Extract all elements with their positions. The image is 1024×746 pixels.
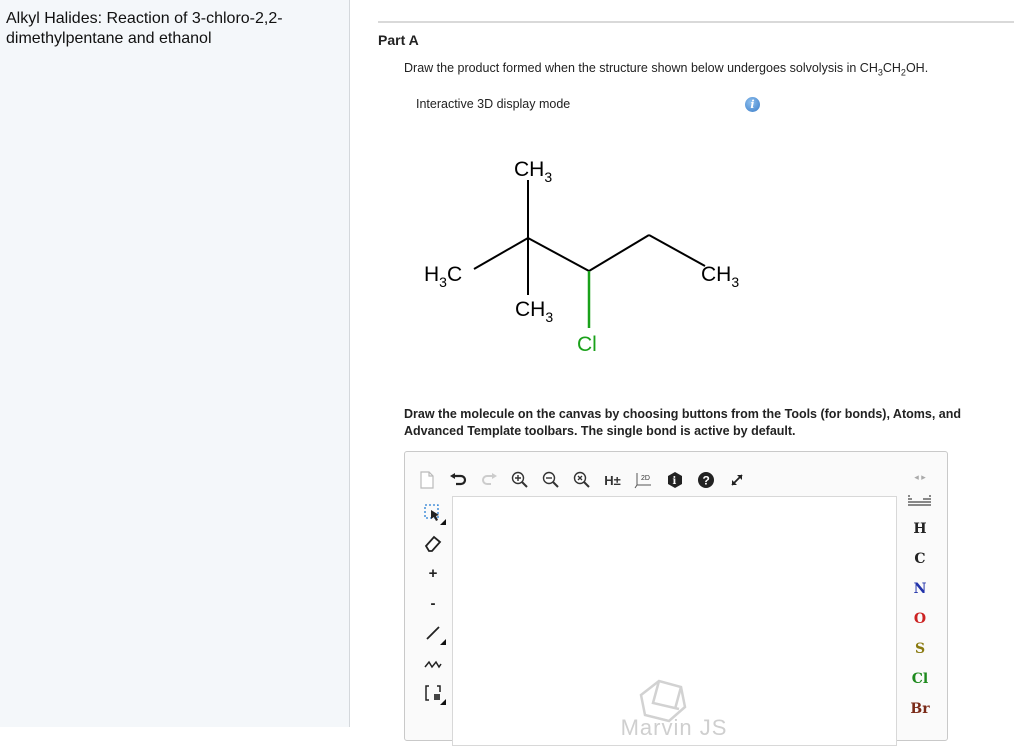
atom-toolbar-scroll-arrows[interactable]: ◂ ▸ xyxy=(914,472,926,482)
atom-button-cl[interactable]: Cl xyxy=(911,671,929,687)
zoom-out-icon xyxy=(542,471,560,489)
view-2d-3d-button[interactable] xyxy=(632,468,655,492)
atom-list xyxy=(901,514,939,724)
part-label: Part A xyxy=(378,32,419,48)
sidebar xyxy=(0,0,350,727)
atom-label-left-methyl: $H_3C$ xyxy=(424,263,463,290)
undo-icon xyxy=(449,472,467,488)
instructions: Draw the molecule on the canvas by choosing buttons from the Tools (for bonds), Atoms, and Advanced Template toolbars. The single bond is active by default. xyxy=(404,407,961,438)
eraser-icon xyxy=(423,533,443,553)
divider xyxy=(378,21,1014,23)
svg-text:?: ? xyxy=(702,473,710,488)
selection-tool-button[interactable] xyxy=(419,498,447,528)
marvin-editor xyxy=(404,451,948,741)
periodic-table-icon xyxy=(907,494,933,508)
svg-text:2D: 2D xyxy=(640,475,650,482)
svg-text:i: i xyxy=(672,476,676,487)
page-title: Alkyl Halides: Reaction of 3-chloro-2,2-dimethylpentane and ethanol xyxy=(6,10,283,47)
help-button[interactable] xyxy=(694,468,717,492)
hydrogen-toggle-button[interactable]: H± xyxy=(604,472,621,488)
right-toolbar xyxy=(901,472,939,724)
bond-quaternary-ch xyxy=(528,238,589,271)
atom-label-bottom-methyl: $CH_3$ xyxy=(515,298,554,325)
left-toolbar xyxy=(419,498,449,708)
bond-ch-ch2 xyxy=(589,235,649,271)
drawing-canvas[interactable] xyxy=(452,496,897,746)
marvin-watermark: Marvin JS xyxy=(620,715,728,740)
atom-button-s[interactable]: S xyxy=(914,641,926,657)
decrease-charge-button[interactable]: - xyxy=(430,594,436,612)
atom-label-right-methyl: $CH_3$ xyxy=(701,263,740,290)
display-mode-link[interactable]: Interactive 3D display mode xyxy=(416,97,571,111)
periodic-table-button[interactable] xyxy=(901,488,939,514)
zoom-out-button[interactable] xyxy=(539,468,562,492)
atom-label-chlorine: Cl xyxy=(577,333,597,356)
help-icon xyxy=(697,471,715,489)
atom-button-n[interactable]: N xyxy=(913,581,927,597)
zoom-reset-icon xyxy=(573,471,591,489)
atom-button-br[interactable]: Br xyxy=(910,701,930,717)
question-text: Draw the product formed when the structure shown below undergoes solvolysis in $CH_3CH_2OH$. xyxy=(404,61,929,78)
atom-button-h[interactable]: H xyxy=(913,521,927,537)
redo-button[interactable] xyxy=(477,468,500,492)
new-document-icon xyxy=(419,471,435,489)
chain-icon xyxy=(423,653,443,673)
bonds xyxy=(474,180,705,328)
zoom-in-button[interactable] xyxy=(508,468,531,492)
redo-icon xyxy=(480,472,498,488)
about-button[interactable] xyxy=(663,468,686,492)
zoom-reset-button[interactable] xyxy=(570,468,593,492)
atom-label-top-methyl: $CH_3$ xyxy=(514,158,553,185)
new-document-button[interactable] xyxy=(415,468,438,492)
single-bond-button[interactable] xyxy=(419,618,447,648)
atom-button-c[interactable]: C xyxy=(914,551,926,567)
zoom-in-icon xyxy=(511,471,529,489)
increase-charge-button[interactable]: + xyxy=(428,564,438,582)
fullscreen-icon xyxy=(728,471,746,489)
top-toolbar xyxy=(415,466,756,494)
bond-ch2-ch3 xyxy=(649,235,705,266)
info-icon[interactable]: i xyxy=(745,97,760,112)
main-content xyxy=(351,0,1024,740)
template-bracket-button[interactable] xyxy=(419,678,447,708)
atom-button-o[interactable]: O xyxy=(913,611,927,627)
about-icon xyxy=(666,471,684,489)
eraser-tool-button[interactable] xyxy=(419,528,447,558)
bond-quaternary-left xyxy=(474,238,528,269)
undo-button[interactable] xyxy=(446,468,469,492)
fullscreen-button[interactable] xyxy=(725,468,748,492)
chain-tool-button[interactable] xyxy=(419,648,447,678)
molecule-structure xyxy=(411,140,831,365)
